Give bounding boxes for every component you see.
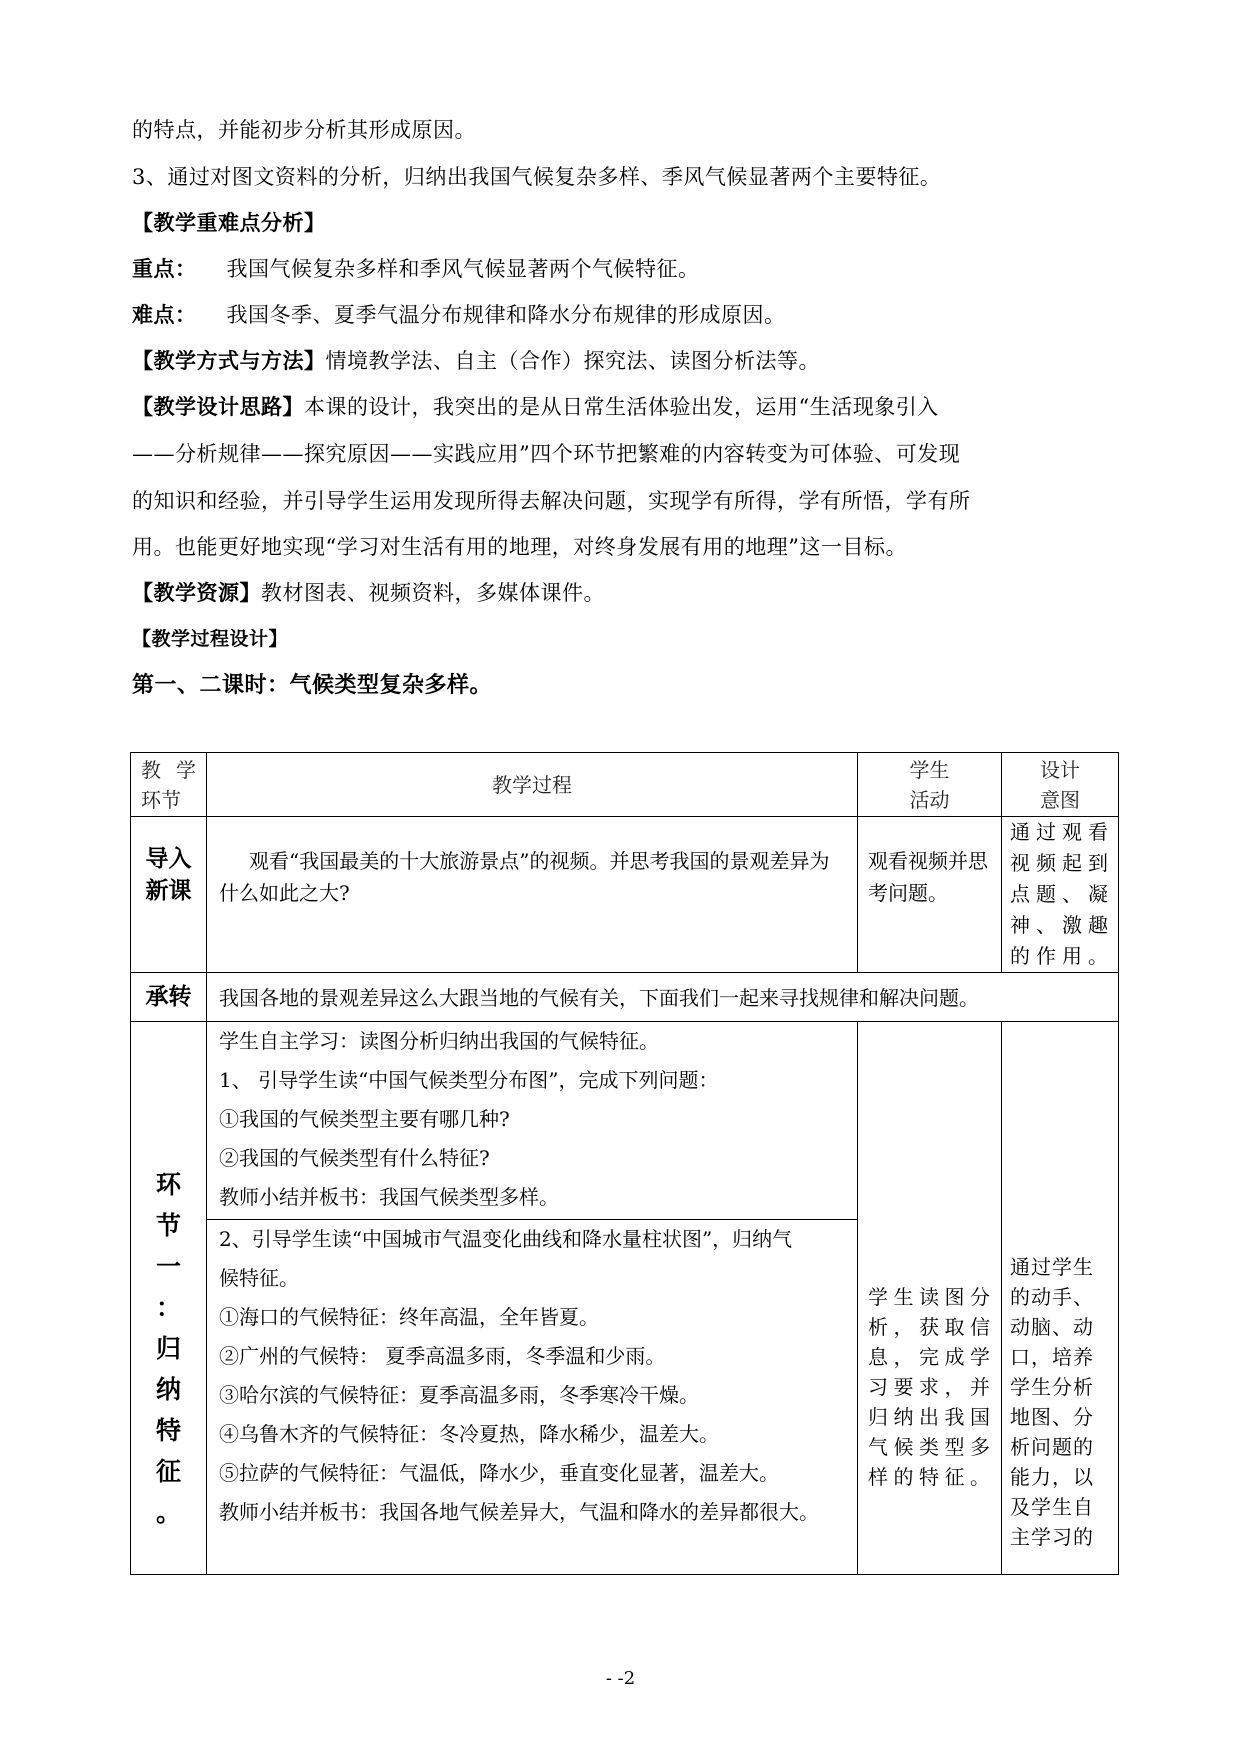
key-label: 重点： bbox=[132, 256, 197, 281]
stage-char: 归 bbox=[155, 1333, 181, 1363]
process-line: ④乌鲁木齐的气候特征：冬冷夏热，降水稀少，温差大。 bbox=[219, 1422, 719, 1446]
resource-line bbox=[132, 577, 605, 607]
design-line-2: ——分析规律——探究原因——实践应用”四个环节把繁难的内容转变为可体验、可发现 bbox=[132, 442, 961, 466]
process-section-one bbox=[207, 1022, 858, 1575]
design-label: 【教学设计思路】 bbox=[132, 394, 304, 419]
method-label: 【教学方式与方法】 bbox=[132, 348, 326, 373]
stage-char: 特 bbox=[155, 1415, 181, 1445]
process-line: 2、引导学生读“中国城市气温变化曲线和降水量柱状图”，归纳气 bbox=[219, 1227, 793, 1251]
stage-intro: 导入新课 bbox=[131, 817, 207, 973]
student-line: 息，完成学 bbox=[868, 1345, 991, 1369]
stage-char: 环 bbox=[155, 1169, 181, 1199]
page-number: - -2 bbox=[605, 1668, 636, 1689]
process-line: ②广州的气候特： 夏季高温多雨，冬季温和少雨。 bbox=[219, 1344, 666, 1368]
heading-difficulty: 【教学重难点分析】 bbox=[132, 210, 326, 235]
header-stage: 教 学 环节 bbox=[131, 753, 207, 817]
stage-char: 纳 bbox=[155, 1374, 181, 1404]
student-line: 归纳出我国 bbox=[868, 1405, 991, 1429]
process-line: ⑤拉萨的气候特征：气温低，降水少，垂直变化显著，温差大。 bbox=[219, 1461, 779, 1485]
table-row bbox=[131, 817, 1119, 973]
student-line: 样的特征。 bbox=[868, 1465, 991, 1489]
process-line: ③哈尔滨的气候特征：夏季高温多雨，冬季寒冷干燥。 bbox=[219, 1383, 699, 1407]
resource-label: 【教学资源】 bbox=[132, 580, 261, 605]
key-text: 我国气候复杂多样和季风气候显著两个气候特征。 bbox=[226, 257, 700, 281]
intro-line-2: 3、通过对图文资料的分析，归纳出我国气候复杂多样、季风气候显著两个主要特征。 bbox=[132, 165, 942, 189]
method-line bbox=[132, 345, 820, 375]
hard-label: 难点： bbox=[132, 302, 197, 327]
table-row bbox=[131, 1022, 1119, 1575]
resource-text: 教材图表、视频资料，多媒体课件。 bbox=[261, 581, 605, 605]
process-line: ①海口的气候特征：终年高温，全年皆夏。 bbox=[219, 1305, 599, 1329]
intent-line: 口，培养 bbox=[1010, 1345, 1094, 1369]
process-intro: 观看“我国最美的十大旅游景点”的视频。并思考我国的景观差异为什么如此之大? bbox=[207, 817, 858, 973]
intent-line: 能力，以 bbox=[1010, 1465, 1094, 1489]
header-intent: 设计 意图 bbox=[1002, 753, 1119, 817]
intent-line: 析问题的 bbox=[1010, 1435, 1094, 1459]
process-line: 教师小结并板书：我国各地气候差异大，气温和降水的差异都很大。 bbox=[219, 1500, 819, 1524]
intent-line: 及学生自 bbox=[1010, 1495, 1094, 1519]
header-process: 教学过程 bbox=[207, 753, 858, 817]
stage-char: ： bbox=[155, 1292, 181, 1322]
table-header-row bbox=[131, 753, 1119, 817]
intent-line: 通过学生 bbox=[1010, 1255, 1094, 1279]
process-line: ②我国的气候类型有什么特征? bbox=[219, 1146, 490, 1170]
intent-line: 主学习的 bbox=[1010, 1525, 1094, 1549]
table-row bbox=[131, 973, 1119, 1022]
stage-transition: 承转 bbox=[131, 973, 207, 1022]
student-section-one bbox=[858, 1022, 1002, 1575]
intent-line: 学生分析 bbox=[1010, 1375, 1094, 1399]
intent-intro: 通过观看视频起到点题、凝神、激趣的作用。 bbox=[1002, 817, 1119, 973]
process-heading: 【教学过程设计】 bbox=[132, 628, 289, 650]
process-transition: 我国各地的景观差异这么大跟当地的气候有关，下面我们一起来寻找规律和解决问题。 bbox=[207, 973, 1119, 1022]
hard-point bbox=[132, 299, 786, 329]
intent-line: 的动手、 bbox=[1010, 1285, 1094, 1309]
process-line: 教师小结并板书：我国气候类型多样。 bbox=[219, 1185, 559, 1209]
stage-char: 节 bbox=[155, 1210, 181, 1240]
design-line-3: 的知识和经验，并引导学生运用发现所得去解决问题，实现学有所得，学有所悟，学有所 bbox=[132, 489, 971, 513]
intent-section-one bbox=[1002, 1022, 1119, 1575]
design-line-1 bbox=[132, 391, 939, 421]
student-line: 析，获取信 bbox=[868, 1315, 991, 1339]
key-point bbox=[132, 253, 700, 283]
intro-line-1: 的特点，并能初步分析其形成原因。 bbox=[132, 118, 476, 142]
student-line: 气候类型多 bbox=[868, 1435, 991, 1459]
stage-char: 征 bbox=[155, 1456, 181, 1486]
lesson-table bbox=[130, 752, 1119, 1575]
intent-line: 地图、分 bbox=[1010, 1405, 1094, 1429]
stage-char: 。 bbox=[155, 1497, 181, 1527]
student-intro: 观看视频并思考问题。 bbox=[858, 817, 1002, 973]
process-line: 学生自主学习：读图分析归纳出我国的气候特征。 bbox=[219, 1029, 659, 1053]
design-text-1: 本课的设计，我突出的是从日常生活体验出发，运用“生活现象引入 bbox=[304, 395, 939, 419]
process-line: 候特征。 bbox=[219, 1266, 299, 1290]
process-line: ①我国的气候类型主要有哪几种? bbox=[219, 1107, 510, 1131]
header-student: 学生 活动 bbox=[858, 753, 1002, 817]
method-text: 情境教学法、自主（合作）探究法、读图分析法等。 bbox=[325, 349, 820, 373]
stage-section-one bbox=[131, 1022, 207, 1575]
hard-text: 我国冬季、夏季气温分布规律和降水分布规律的形成原因。 bbox=[226, 303, 786, 327]
intent-line: 动脑、动 bbox=[1010, 1315, 1094, 1339]
process-block-2 bbox=[207, 1220, 857, 1532]
student-line: 习要求，并 bbox=[868, 1375, 991, 1399]
process-block-1 bbox=[207, 1022, 857, 1220]
lesson-heading: 第一、二课时：气候类型复杂多样。 bbox=[132, 672, 493, 698]
design-line-4: 用。也能更好地实现“学习对生活有用的地理，对终身发展有用的地理”这一目标。 bbox=[132, 535, 907, 559]
student-line: 学生读图分 bbox=[868, 1285, 991, 1309]
stage-char: 一 bbox=[155, 1251, 181, 1281]
process-line: 1、 引导学生读“中国气候类型分布图”，完成下列问题： bbox=[219, 1068, 719, 1092]
